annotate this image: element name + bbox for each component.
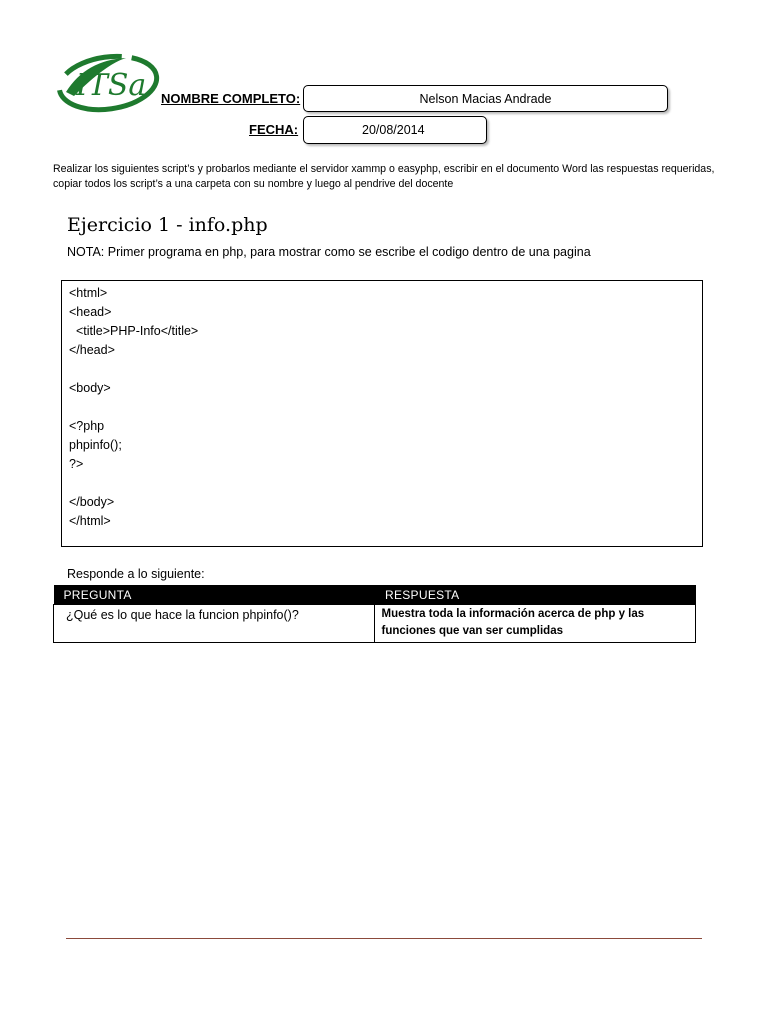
qa-question-cell: ¿Qué es lo que hace la funcion phpinfo()? [54,605,375,643]
code-line: <body> [69,381,111,395]
exercise-note: NOTA: Primer programa en php, para mostrar como se escribe el codigo dentro de una pagina [67,245,591,259]
code-line: <?php [69,419,105,433]
logo-text: ITSa [76,68,147,103]
qa-header-question: PREGUNTA [54,585,375,605]
instructions-text: Realizar los siguientes script’s y probarlos mediante el servidor xammp o easyphp, escribir en el documento Word las respuestas requeridas, copiar todos los script’s a una carpeta con su nombre y luego al pendrive del docente [53,163,715,190]
code-line [69,474,702,493]
code-line: phpinfo(); [69,438,122,452]
code-line: <title>PHP-Info</title> [69,324,199,338]
name-field[interactable] [303,85,668,112]
code-line [69,398,702,417]
code-box [61,280,703,547]
code-line: </html> [69,514,111,528]
date-field[interactable] [303,116,487,144]
name-value: Nelson Macias Andrade [419,91,552,106]
table-row [54,605,696,643]
date-label: FECHA: [249,122,299,137]
code-line [69,360,702,379]
footer-divider [66,938,702,939]
code-line: <head> [69,305,112,319]
qa-intro: Responde a lo siguiente: [67,567,205,581]
exercise-title: Ejercicio 1 - info.php [67,214,268,236]
code-line: <html> [69,286,108,300]
itsa-logo [56,52,160,114]
code-line: ?> [69,457,84,471]
date-value: 20/08/2014 [362,123,425,137]
qa-header-row [54,585,696,605]
qa-answer-cell: Muestra toda la información acerca de php y las funciones que van ser cumplidas [375,605,696,643]
name-label: NOMBRE COMPLETO: [161,91,301,106]
qa-table [53,585,696,643]
qa-header-answer: RESPUESTA [375,585,696,605]
code-line: </body> [69,495,115,509]
code-line: </head> [69,343,115,357]
